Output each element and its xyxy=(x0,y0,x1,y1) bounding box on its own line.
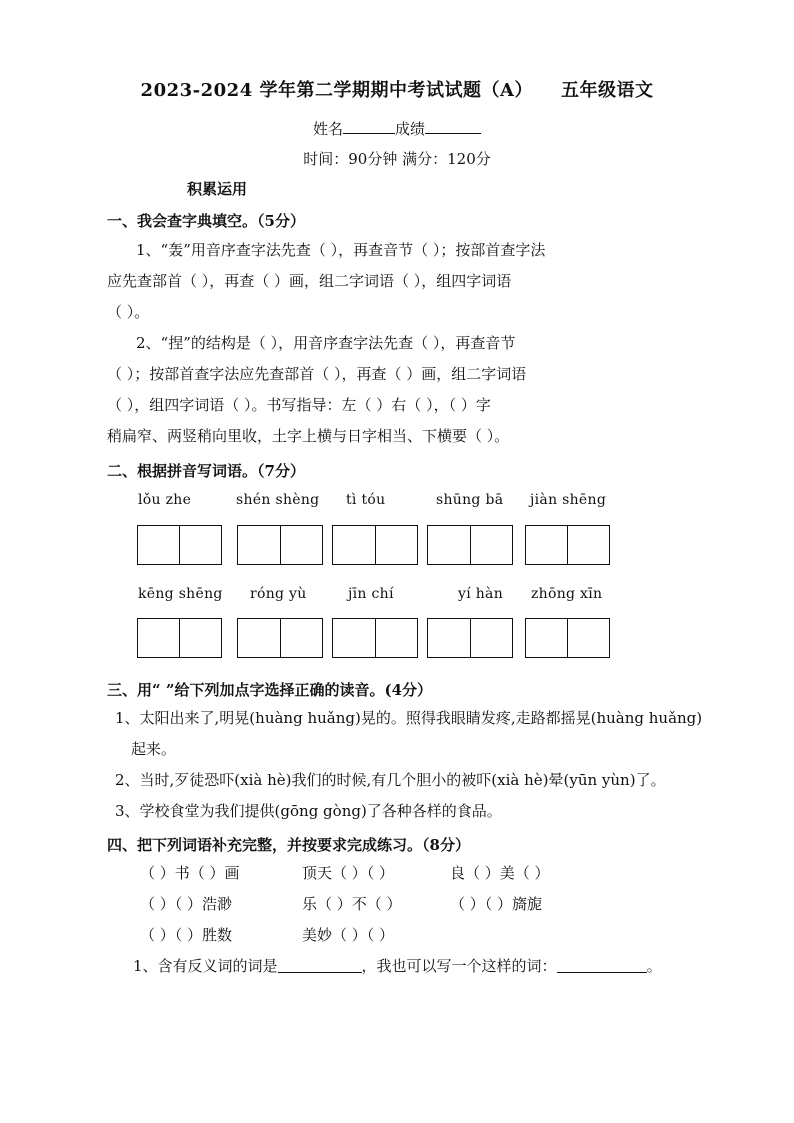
idiom-item: 顶天（ ）（ ） xyxy=(302,864,395,882)
writing-grid[interactable] xyxy=(137,525,222,565)
name-blank[interactable] xyxy=(343,133,395,134)
q4-heading: 四、把下列词语补充完整，并按要求完成练习。（8分） xyxy=(107,836,470,854)
q3-line: 1、太阳出来了,明晃(huàng huǎng)晃的。照得我眼睛发疼,走路都摇晃(huàng huǎng) xyxy=(115,709,703,727)
q1-line: （ ）。 xyxy=(107,303,150,321)
writing-grid[interactable] xyxy=(137,618,222,658)
q1-line: 应先查部首（ ），再查（ ）画，组二字词语（ ），组四字词语 xyxy=(107,272,512,290)
sub1-text-c: 。 xyxy=(646,957,662,975)
pinyin-label: róng yù xyxy=(250,586,307,602)
idiom-item: 良（ ）美（ ） xyxy=(450,864,550,882)
writing-grid[interactable] xyxy=(237,618,323,658)
q1-line: （ ）；按部首查字法应先查部首（ ），再查（ ）画，组二字词语 xyxy=(107,365,527,383)
pinyin-label: jīn chí xyxy=(348,586,394,602)
q3-line: 起来。 xyxy=(131,740,177,758)
exam-title xyxy=(0,76,794,102)
q2-heading: 二、根据拼音写词语。（7分） xyxy=(107,462,305,480)
sub1-text-b: ，我也可以写一个这样的词： xyxy=(361,957,557,975)
writing-grid[interactable] xyxy=(427,618,513,658)
pinyin-label: zhōng xīn xyxy=(531,586,603,602)
time-line: 时间：90分钟 满分：120分 xyxy=(303,150,491,168)
antonym-answer-blank[interactable] xyxy=(278,952,362,973)
exam-title-subject: 五年级语文 xyxy=(560,80,654,101)
q4-subquestion-1 xyxy=(133,951,662,982)
writing-grid[interactable] xyxy=(237,525,323,565)
idiom-item: 美妙（ ）（ ） xyxy=(302,926,395,944)
writing-grid[interactable] xyxy=(427,525,513,565)
pinyin-label: shūng bā xyxy=(436,492,504,508)
idiom-item: （ ）（ ）旖旎 xyxy=(450,895,543,913)
name-label: 姓名 xyxy=(312,120,343,138)
q1-line: 1、“轰”用音序查字法先查（ ），再查音节（ ）；按部首查字法 xyxy=(136,241,546,259)
pinyin-label: jiàn shēng xyxy=(530,492,607,508)
category-label: 积累运用 xyxy=(187,180,248,198)
sub1-text-a: 1、含有反义词的词是 xyxy=(133,957,278,975)
q1-line: 稍扁窄、两竖稍向里收，土字上横与日字相当、下横要（ ）。 xyxy=(107,427,510,445)
score-blank[interactable] xyxy=(425,133,481,134)
pinyin-label: lǒu zhe xyxy=(138,492,192,508)
own-word-blank[interactable] xyxy=(557,952,647,973)
name-score-line xyxy=(0,118,794,139)
idiom-item: 乐（ ）不（ ） xyxy=(302,895,402,913)
q1-line: （ ），组四字词语（ ）。书写指导：左（ ）右（ ），（ ）字 xyxy=(107,396,491,414)
q1-line: 2、“捏”的结构是（ ），用音序查字法先查（ ），再查音节 xyxy=(136,334,516,352)
q3-line: 2、当时,歹徒恐吓(xià hè)我们的时候,有几个胆小的被吓(xià hè)晕(yūn yùn)了。 xyxy=(115,771,666,789)
pinyin-label: tì tóu xyxy=(346,492,386,508)
writing-grid[interactable] xyxy=(525,525,610,565)
score-label: 成绩 xyxy=(395,120,426,138)
q1-heading: 一、我会查字典填空。（5分） xyxy=(107,212,305,230)
idiom-item: （ ）（ ）浩渺 xyxy=(140,895,233,913)
pinyin-label: yí hàn xyxy=(458,586,504,602)
writing-grid[interactable] xyxy=(525,618,610,658)
writing-grid[interactable] xyxy=(332,618,418,658)
idiom-item: （ ）（ ）胜数 xyxy=(140,926,233,944)
q3-heading: 三、用“ ”给下列加点字选择正确的读音。(4分） xyxy=(107,681,433,699)
idiom-item: （ ）书（ ）画 xyxy=(140,864,240,882)
writing-grid[interactable] xyxy=(332,525,418,565)
q3-line: 3、学校食堂为我们提供(gōng gòng)了各种各样的食品。 xyxy=(115,802,502,820)
exam-title-main: 2023-2024 学年第二学期期中考试试题（A） xyxy=(140,80,533,101)
pinyin-label: shén shèng xyxy=(236,492,320,508)
pinyin-label: kēng shēng xyxy=(138,586,223,602)
